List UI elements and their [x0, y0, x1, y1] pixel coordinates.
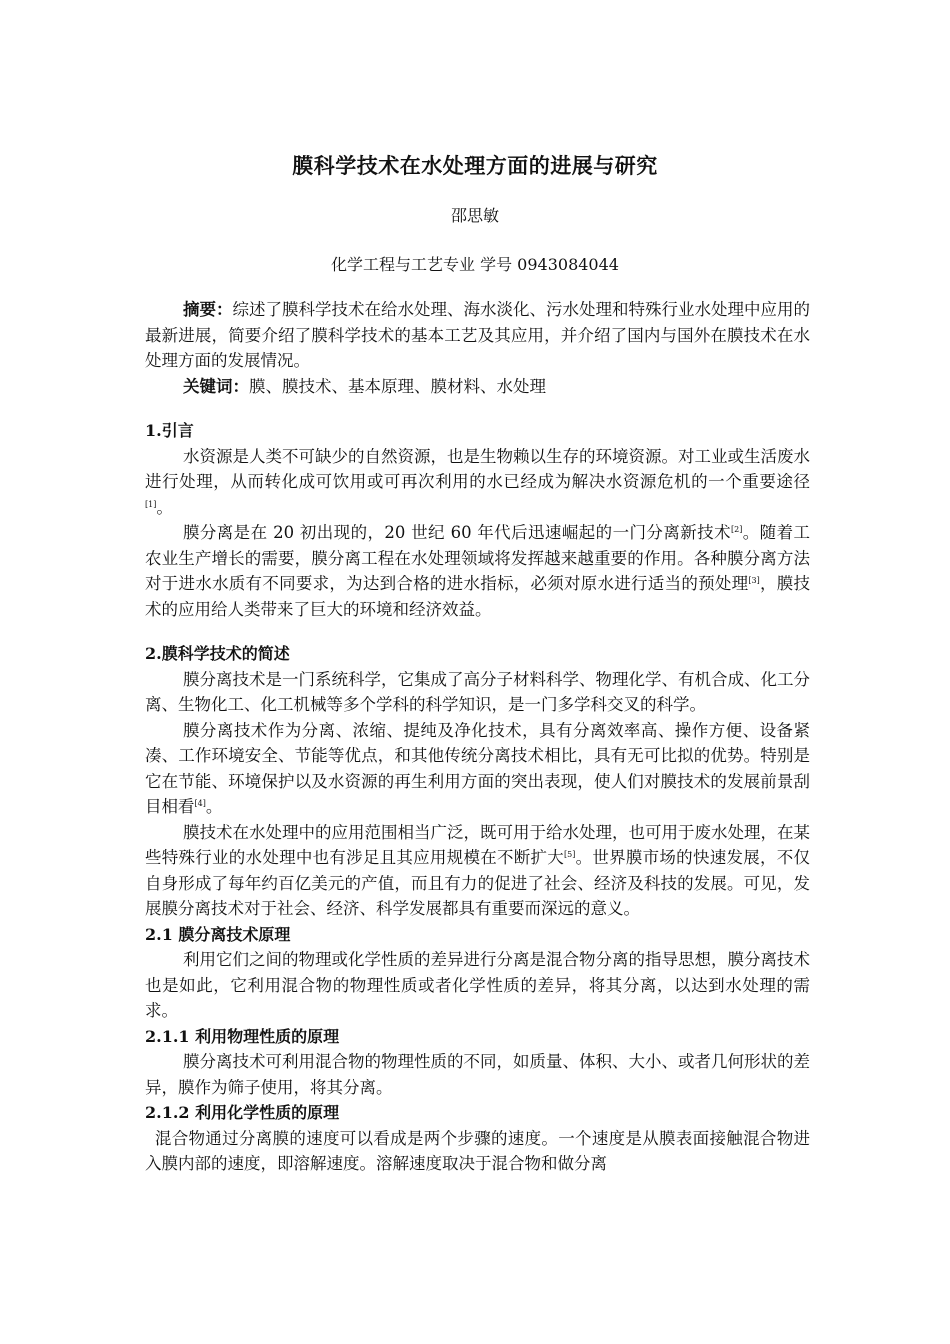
citation-ref: [2]	[730, 525, 743, 534]
paragraph: 膜分离是在 20 初出现的，20 世纪 60 年代后迅速崛起的一门分离新技术[2]。随着工农业生产增长的需要，膜分离工程在水处理领域将发挥越来越重要的作用。各种膜分离方法对于进水水质有不同要求，为达到合格的进水指标，必须对原水进行适当的预处理[3]，膜技术的应用给人类带来了巨大的环境和经济效益。	[145, 523, 811, 619]
section-heading-2-1-2: 2.1.2 利用化学性质的原理	[145, 1103, 340, 1122]
paragraph: 膜分离技术可利用混合物的物理性质的不同，如质量、体积、大小、或者几何形状的差异，膜作为筛子使用，将其分离。	[145, 1052, 810, 1097]
affiliation: 化学工程与工艺专业 学号 0943084044	[331, 255, 619, 274]
abstract-label: 摘要：	[182, 300, 233, 319]
section-heading-1: 1.引言	[145, 421, 194, 440]
abstract-text: 综述了膜科学技术在给水处理、海水淡化、污水处理和特殊行业水处理中应用的最新进展，简要介绍了膜科学技术的基本工艺及其应用，并介绍了国内与国外在膜技术在水处理方面的发展情况。	[145, 300, 811, 370]
paragraph: 膜分离技术是一门系统科学，它集成了高分子材料科学、物理化学、有机合成、化工分离、生物化工、化工机械等多个学科的科学知识，是一门多学科交叉的科学。	[145, 669, 810, 714]
citation-ref: [4]	[194, 799, 206, 808]
document-title: 膜科学技术在水处理方面的进展与研究	[292, 154, 658, 178]
author-name: 邵思敏	[450, 206, 499, 225]
citation-ref: [1]	[145, 499, 157, 509]
keywords-text: 膜、膜技术、基本原理、膜材料、水处理	[248, 376, 546, 396]
keywords-paragraph	[145, 374, 810, 400]
keywords-label: 关键词：	[182, 376, 249, 396]
paragraph: 膜分离技术作为分离、浓缩、提纯及净化技术，具有分离效率高、操作方便、设备紧凑、工作环境安全、节能等优点，和其他传统分离技术相比，具有无可比拟的优势。特别是它在节能、环境保护以及水资源的再生利用方面的突出表现，使人们对膜技术的发展前景刮目相看[4]。	[145, 720, 810, 816]
citation-ref: [3]	[748, 576, 760, 585]
section-heading-2: 2.膜科学技术的简述	[145, 644, 290, 663]
paragraph: 膜技术在水处理中的应用范围相当广泛，既可用于给水处理，也可用于废水处理，在某些特殊行业的水处理中也有涉足且其应用规模在不断扩大[5]。世界膜市场的快速发展，不仅自身形成了每年约百亿美元的产值，而且有力的促进了社会、经济及科技的发展。可见，发展膜分离技术对于社会、经济、科学发展都具有重要而深远的意义。	[145, 822, 811, 918]
paragraph: 水资源是人类不可缺少的自然资源，也是生物赖以生存的环境资源。对工业或生活废水进行处理，从而转化成可饮用或可再次利用的水已经成为解决水资源危机的一个重要途径[1]。	[145, 446, 810, 517]
abstract-paragraph	[145, 297, 810, 374]
document-body	[145, 297, 810, 1177]
citation-ref: [5]	[564, 850, 576, 859]
paragraph: 利用它们之间的物理或化学性质的差异进行分离是混合物分离的指导思想，膜分离技术也是如此，它利用混合物的物理性质或者化学性质的差异，将其分离，以达到水处理的需求。	[145, 950, 810, 1020]
paragraph: 混合物通过分离膜的速度可以看成是两个步骤的速度。一个速度是从膜表面接触混合物进入膜内部的速度，即溶解速度。溶解速度取决于混合物和做分离	[145, 1128, 810, 1173]
section-heading-2-1: 2.1 膜分离技术原理	[145, 924, 291, 944]
section-heading-2-1-1: 2.1.1 利用物理性质的原理	[145, 1026, 340, 1046]
